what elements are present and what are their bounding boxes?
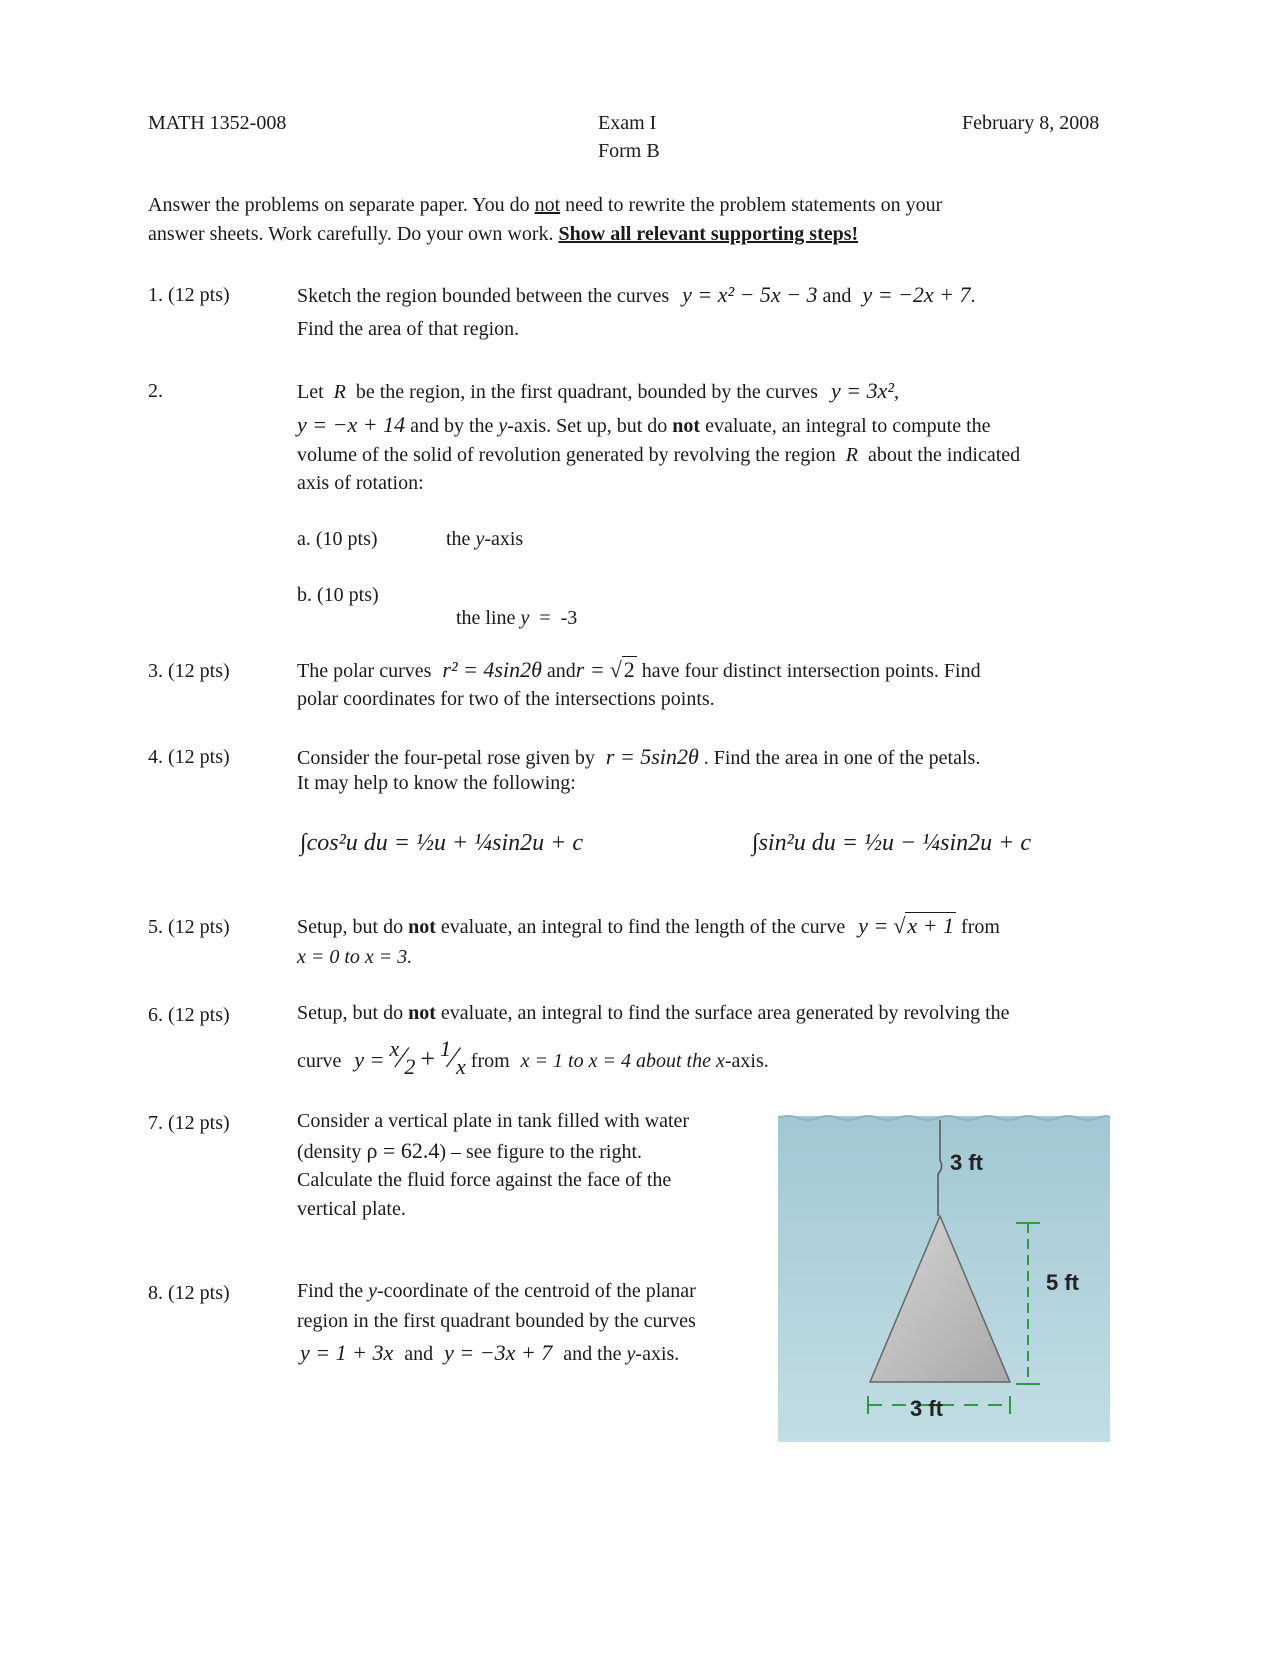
problem-8-label: 8. (12 pts) (148, 1282, 230, 1304)
problem-3-line-1: The polar curves r² = 4sin2θ andr = √2 have four distinct intersection points. Find (297, 657, 981, 682)
problem-2-label: 2. (148, 380, 163, 402)
problem-8-line-3: y = 1 + 3x and y = −3x + 7 and the y-axis. (300, 1340, 680, 1365)
problem-3-line-2: polar coordinates for two of the intersections points. (297, 688, 715, 710)
problem-6-line-1: Setup, but do not evaluate, an integral to find the surface area generated by revolving the (297, 1002, 1010, 1024)
integral-sin-squared: ∫sin²u du = ½u − ¼sin2u + c (752, 830, 1032, 856)
problem-5-label: 5. (12 pts) (148, 916, 230, 938)
height-label: 5 ft (1046, 1270, 1079, 1295)
problem-2-line-2: y = −x + 14 and by the y-axis. Set up, but do not evaluate, an integral to compute the (297, 412, 991, 437)
problem-1-text: Sketch the region bounded between the curves y = x² − 5x − 3 and y = −2x + 7. (297, 282, 976, 307)
exam-form: Form B (598, 140, 660, 162)
problem-7-line-3: Calculate the fluid force against the face of the (297, 1169, 672, 1191)
problem-8-line-2: region in the first quadrant bounded by the curves (297, 1310, 696, 1332)
instructions-line-2: answer sheets. Work carefully. Do your own work. Show all relevant supporting steps! (148, 223, 859, 245)
depth-label: 3 ft (950, 1150, 983, 1175)
problem-1-label: 1. (12 pts) (148, 284, 230, 306)
problem-7-line-2: (density ρ = 62.4) – see figure to the right. (297, 1138, 643, 1163)
problem-6-label: 6. (12 pts) (148, 1004, 230, 1026)
problem-2b-label: b. (10 pts) (297, 584, 379, 606)
problem-6-line-2: curve $y = ^x⁄_2$ + $^1⁄_x$ from x = 1 to x = 4 about the x-axis. (297, 1036, 769, 1079)
problem-4-label: 4. (12 pts) (148, 746, 230, 768)
course-title: MATH 1352-008 (148, 112, 287, 134)
problem-4-line-1: Consider the four-petal rose given by r = 5sin2θ . Find the area in one of the petals. (297, 744, 981, 769)
problem-2-line-4: axis of rotation: (297, 472, 424, 494)
problem-1-line-2: Find the area of that region. (297, 318, 520, 340)
problem-7-line-1: Consider a vertical plate in tank filled with water (297, 1110, 690, 1132)
problem-2b-text: the line y = -3 (456, 607, 578, 629)
problem-3-label: 3. (12 pts) (148, 660, 230, 682)
problem-2-line-1: Let R be the region, in the first quadrant, bounded by the curves y = 3x², (297, 378, 899, 403)
problem-2a-text: the y-axis (446, 528, 524, 550)
base-label: 3 ft (910, 1396, 943, 1421)
exam-date: February 8, 2008 (962, 112, 1100, 134)
problem-2-line-3: volume of the solid of revolution generated by revolving the region R about the indicated (297, 444, 1021, 466)
problem-7-line-4: vertical plate. (297, 1198, 406, 1220)
problem-8-line-1: Find the y-coordinate of the centroid of the planar (297, 1280, 696, 1302)
instructions-line-1: Answer the problems on separate paper. You do not need to rewrite the problem statements on your (148, 194, 943, 216)
integral-cos-squared: ∫cos²u du = ½u + ¼sin2u + c (300, 830, 584, 856)
problem-7-label: 7. (12 pts) (148, 1112, 230, 1134)
exam-title: Exam I (598, 112, 657, 134)
problem-2a-label: a. (10 pts) (297, 528, 378, 550)
problem-5-line-2: x = 0 to x = 3. (297, 946, 413, 968)
problem-5-line-1: Setup, but do not evaluate, an integral to find the length of the curve y = √x + 1 from (297, 913, 1000, 938)
problem-4-line-2: It may help to know the following: (297, 772, 576, 794)
